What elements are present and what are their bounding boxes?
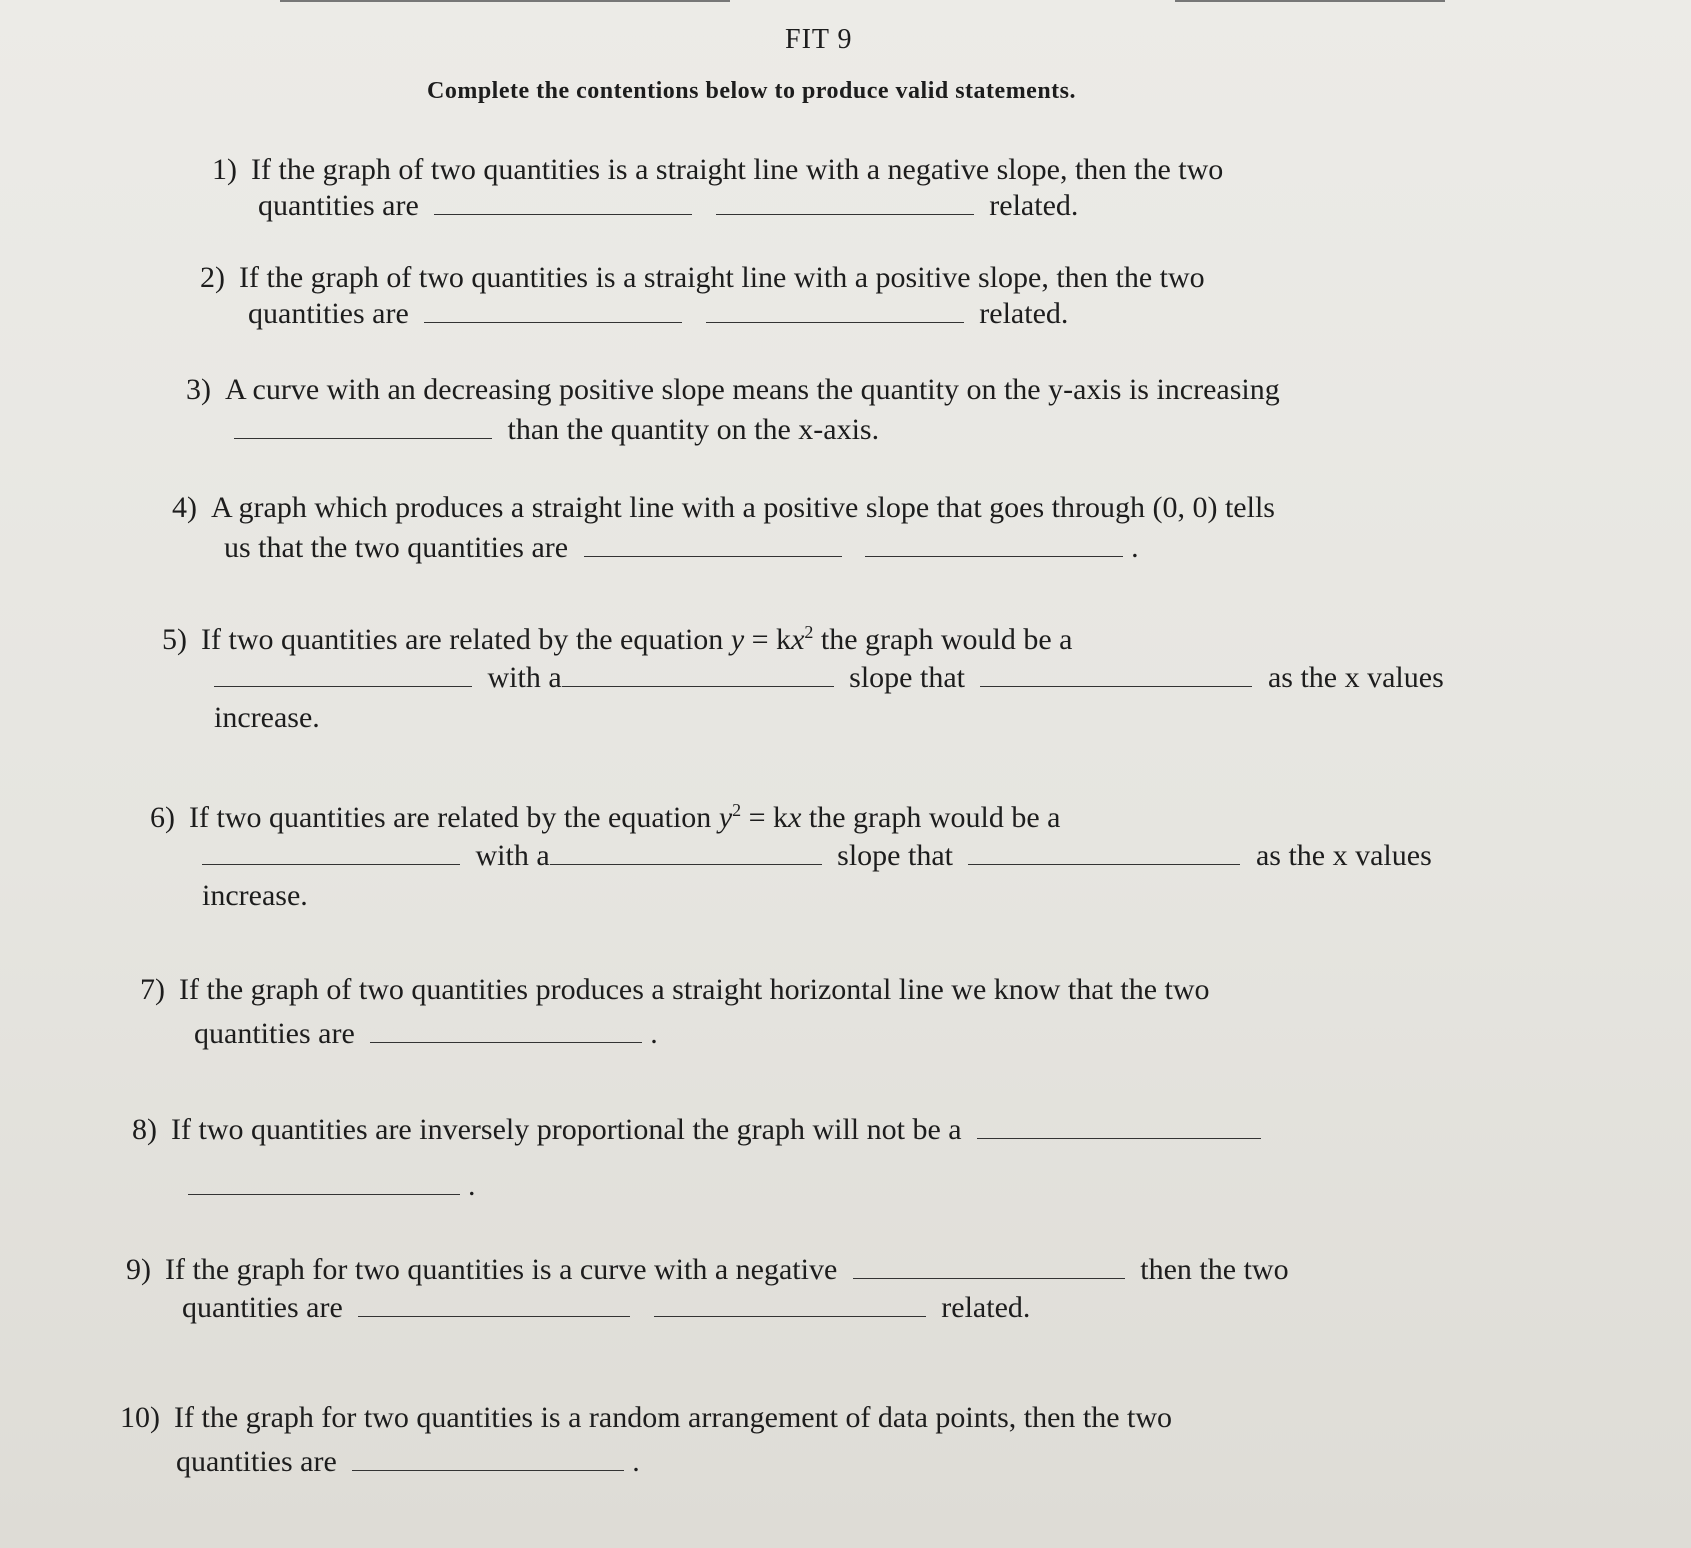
answer-blank[interactable]: [352, 1444, 624, 1471]
question-text: .: [632, 1445, 640, 1478]
question-text: related.: [989, 189, 1079, 222]
question-text: If the graph for two quantities is a curve with a negative: [165, 1253, 838, 1286]
answer-blank[interactable]: [977, 1112, 1261, 1139]
question-text: If the graph of two quantities is a straight line with a positive slope, then the two: [239, 261, 1205, 294]
equation-exponent: 2: [804, 622, 814, 642]
question-text: with a: [487, 661, 562, 694]
question-number: 4): [172, 491, 197, 524]
question-6: [150, 790, 1432, 912]
answer-blank[interactable]: [706, 296, 964, 323]
answer-blank[interactable]: [370, 1016, 642, 1043]
answer-blank[interactable]: [865, 530, 1123, 557]
question-text: .: [468, 1169, 476, 1202]
question-text: quantities are: [182, 1291, 343, 1324]
top-rule-left: [280, 0, 730, 2]
question-text: If the graph of two quantities is a straight line with a negative slope, then the two: [251, 153, 1224, 186]
question-number: 10): [120, 1401, 160, 1434]
answer-blank[interactable]: [654, 1290, 926, 1317]
question-text: quantities are: [248, 297, 409, 330]
question-text: If two quantities are related by the equation: [201, 623, 731, 656]
question-text: than the quantity on the x-axis.: [507, 413, 880, 446]
question-text: quantities are: [194, 1017, 355, 1050]
question-text: increase.: [202, 879, 308, 912]
answer-blank[interactable]: [853, 1252, 1125, 1279]
answer-blank[interactable]: [562, 660, 834, 687]
question-number: 8): [132, 1113, 157, 1146]
question-text: If two quantities are related by the equation: [189, 801, 719, 834]
question-text: as the x values: [1255, 839, 1432, 872]
answer-blank[interactable]: [980, 660, 1252, 687]
question-number: 1): [212, 153, 237, 186]
equation-text: = k: [744, 623, 792, 656]
question-text: the graph would be a: [801, 801, 1061, 834]
question-text: .: [1131, 531, 1139, 564]
question-text: If the graph for two quantities is a random arrangement of data points, then the two: [174, 1401, 1173, 1434]
question-number: 2): [200, 261, 225, 294]
question-text: increase.: [214, 701, 320, 734]
question-text: quantities are: [258, 189, 419, 222]
question-text: slope that: [849, 661, 965, 694]
question-text: A graph which produces a straight line with a positive slope that goes through (0, 0) tells: [211, 491, 1275, 524]
question-text: If the graph of two quantities produces a straight horizontal line we know that the two: [179, 973, 1210, 1006]
question-text: as the x values: [1267, 661, 1444, 694]
question-text: with a: [475, 839, 550, 872]
question-text: then the two: [1140, 1253, 1289, 1286]
answer-blank[interactable]: [234, 412, 492, 439]
answer-blank[interactable]: [358, 1290, 630, 1317]
answer-blank[interactable]: [550, 838, 822, 865]
equation-exponent: 2: [732, 800, 742, 820]
equation-text: = k: [741, 801, 789, 834]
question-3: [186, 370, 1280, 446]
question-text: related.: [941, 1291, 1031, 1324]
question-number: 6): [150, 801, 175, 834]
question-4: [172, 488, 1275, 564]
answer-blank[interactable]: [424, 296, 682, 323]
question-text: If two quantities are inversely proportional the graph will not be a: [171, 1113, 962, 1146]
equation-variable: y: [730, 623, 745, 656]
question-number: 9): [126, 1253, 151, 1286]
question-10: [120, 1398, 1173, 1478]
question-text: related.: [979, 297, 1069, 330]
question-text: the graph would be a: [813, 623, 1073, 656]
answer-blank[interactable]: [188, 1168, 460, 1195]
question-2: [200, 258, 1205, 330]
question-number: 7): [140, 973, 165, 1006]
equation-variable: x: [791, 623, 805, 656]
answer-blank[interactable]: [434, 188, 692, 215]
answer-blank[interactable]: [202, 838, 460, 865]
answer-blank[interactable]: [214, 660, 472, 687]
question-1: [212, 150, 1224, 222]
page-title: FIT 9: [785, 24, 853, 55]
question-number: 5): [162, 623, 187, 656]
question-text: us that the two quantities are: [224, 531, 569, 564]
question-text: quantities are: [176, 1445, 337, 1478]
question-text: A curve with an decreasing positive slope means the quantity on the y-axis is increasing: [225, 373, 1280, 406]
question-text: slope that: [837, 839, 953, 872]
top-rule-right: [1175, 0, 1445, 2]
answer-blank[interactable]: [716, 188, 974, 215]
question-text: .: [650, 1017, 658, 1050]
question-8: [132, 1110, 1269, 1202]
question-5: [162, 612, 1444, 734]
equation-variable: y: [718, 801, 733, 834]
answer-blank[interactable]: [584, 530, 842, 557]
equation-variable: x: [788, 801, 802, 834]
answer-blank[interactable]: [968, 838, 1240, 865]
instructions: Complete the contentions below to produce valid statements.: [427, 78, 1077, 104]
question-7: [140, 970, 1210, 1050]
question-number: 3): [186, 373, 211, 406]
question-9: [126, 1250, 1289, 1324]
